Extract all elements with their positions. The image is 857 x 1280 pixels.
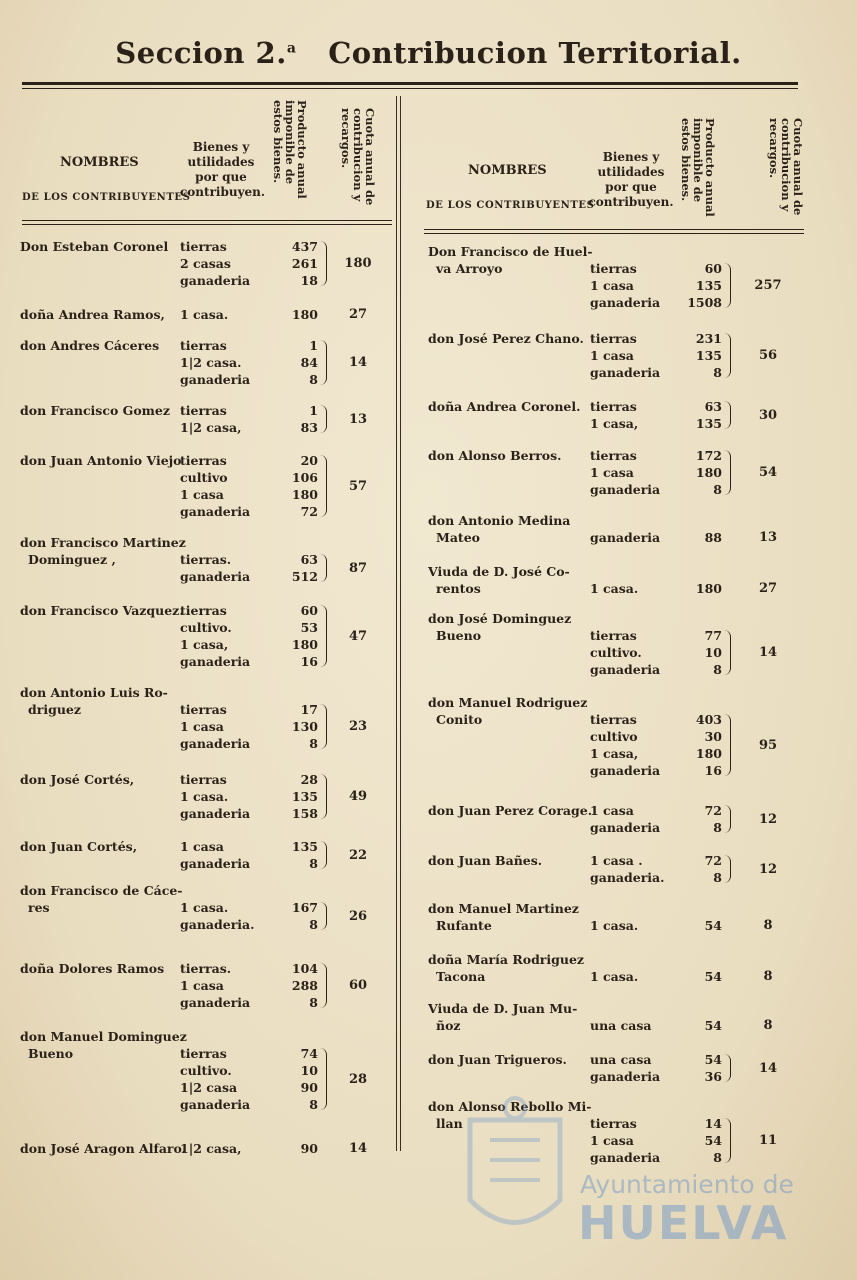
asset-item: 1 casa,: [590, 416, 639, 431]
asset-item: ganaderia: [180, 1097, 251, 1112]
asset-item: una casa: [590, 1018, 652, 1033]
taxable-value: 231: [695, 331, 722, 346]
asset-item: 1|2 casa,: [180, 420, 242, 435]
contributor-name: Bueno: [436, 628, 482, 643]
cuota-value: 8: [763, 969, 773, 984]
contributor-name: Don Francisco de Huel-: [428, 244, 593, 259]
contributor-name: doña Andrea Ramos,: [20, 307, 165, 322]
asset-item: ganaderia: [590, 365, 661, 380]
asset-item: ganaderia: [590, 662, 661, 677]
cuota-value: 49: [348, 789, 368, 804]
taxable-value: 158: [291, 806, 318, 821]
title-section: Seccion 2.: [115, 36, 287, 70]
taxable-value: 17: [300, 702, 318, 717]
asset-item: tierras: [590, 628, 637, 643]
taxable-value: 8: [713, 1150, 722, 1165]
contributor-name: llan: [436, 1116, 463, 1131]
brace-icon: [724, 855, 731, 883]
asset-item: tierras: [180, 338, 227, 353]
taxable-value: 180: [695, 581, 722, 596]
taxable-value: 8: [309, 995, 318, 1010]
taxable-value: 104: [291, 961, 318, 976]
contributor-name: don Alonso Rebollo Mi-: [428, 1099, 592, 1114]
contributor-name: don Antonio Medina: [428, 513, 571, 528]
taxable-value: 10: [704, 645, 722, 660]
cuota-value: 95: [758, 737, 778, 753]
cuota-value: 23: [348, 719, 368, 734]
header-rule-left-2: [22, 224, 392, 225]
taxable-value: 180: [291, 487, 318, 502]
asset-item: tierras.: [180, 961, 232, 976]
asset-item: ganaderia: [180, 856, 251, 871]
asset-item: tierras: [180, 453, 227, 468]
cuota-value: 56: [758, 348, 778, 363]
column-separator-2: [396, 96, 397, 1151]
brace-icon: [724, 1054, 731, 1082]
cuota-value: 27: [348, 307, 368, 322]
taxable-value: 180: [695, 746, 722, 761]
taxable-value: 8: [713, 365, 722, 380]
asset-item: 1 casa: [590, 803, 634, 818]
taxable-value: 180: [291, 307, 318, 322]
header-bienes-left: Bienes y utilidades por que contribuyen.: [180, 140, 266, 199]
taxable-value: 130: [291, 719, 318, 734]
asset-item: 1 casa: [180, 487, 224, 502]
cuota-value: 12: [758, 861, 778, 877]
contributor-name: don Juan Antonio Viejo: [20, 453, 182, 468]
cuota-value: 13: [758, 530, 778, 545]
watermark-line1: Ayuntamiento de: [580, 1170, 794, 1199]
asset-item: 1 casa.: [180, 307, 229, 322]
asset-item: 1 casa: [180, 839, 224, 854]
brace-icon: [320, 963, 327, 1008]
taxable-value: 8: [713, 870, 722, 885]
taxable-value: 135: [291, 789, 318, 804]
cuota-value: 14: [348, 355, 368, 370]
cuota-value: 257: [754, 278, 782, 293]
contributor-name: va Arroyo: [436, 261, 503, 276]
asset-item: 1|2 casa: [180, 1080, 238, 1095]
contributor-name: res: [28, 900, 50, 915]
taxable-value: 8: [713, 482, 722, 497]
asset-item: 2 casas: [180, 256, 231, 271]
asset-item: 1 casa.: [590, 581, 639, 596]
taxable-value: 403: [695, 712, 722, 727]
header-rule-right-2: [424, 233, 804, 234]
asset-item: 1 casa: [590, 465, 634, 480]
asset-item: 1 casa.: [180, 900, 229, 915]
taxable-value: 36: [704, 1069, 722, 1084]
cuota-value: 26: [348, 908, 368, 924]
asset-item: ganaderia: [590, 820, 661, 835]
cuota-value: 30: [758, 407, 778, 423]
taxable-value: 10: [300, 1063, 318, 1078]
taxable-value: 53: [300, 620, 318, 635]
header-cuota-right: Cuota anual de contribucion y recargos.: [767, 118, 805, 216]
brace-icon: [724, 263, 731, 308]
asset-item: ganaderia: [180, 995, 251, 1010]
taxable-value: 135: [695, 278, 722, 293]
asset-item: ganaderia: [180, 372, 251, 387]
contributor-name: don Juan Bañes.: [428, 853, 543, 868]
taxable-value: 8: [309, 856, 318, 871]
taxable-value: 106: [291, 470, 318, 485]
asset-item: cultivo.: [180, 620, 232, 635]
taxable-value: 8: [713, 820, 722, 835]
asset-item: 1 casa: [180, 978, 224, 993]
brace-icon: [724, 401, 731, 429]
taxable-value: 63: [300, 552, 318, 567]
brace-icon: [320, 455, 327, 517]
taxable-value: 261: [291, 256, 318, 271]
taxable-value: 14: [704, 1116, 722, 1131]
header-nombres-left: NOMBRES: [60, 155, 139, 170]
header-rule-right: [424, 229, 804, 230]
cuota-value: 13: [348, 411, 368, 427]
contributor-name: don Manuel Dominguez: [20, 1029, 187, 1044]
asset-item: 1 casa,: [180, 637, 229, 652]
title-sup: a: [286, 40, 297, 57]
taxable-value: 172: [695, 448, 722, 463]
contributor-name: Rufante: [436, 918, 492, 933]
contributor-name: don Alonso Berros.: [428, 448, 562, 463]
contributor-name: doña Dolores Ramos: [20, 961, 165, 976]
contributor-name: don José Cortés,: [20, 772, 135, 787]
taxable-value: 63: [704, 399, 722, 414]
asset-item: ganaderia: [180, 504, 251, 519]
asset-item: ganaderia: [590, 1069, 661, 1084]
brace-icon: [320, 704, 327, 749]
asset-item: tierras: [180, 603, 227, 618]
taxable-value: 60: [704, 261, 722, 276]
page-title: [0, 36, 857, 70]
asset-item: tierras: [180, 1046, 227, 1061]
asset-item: 1 casa: [180, 719, 224, 734]
asset-item: 1 casa: [590, 348, 634, 363]
cuota-value: 180: [344, 256, 372, 271]
asset-item: tierras: [180, 702, 227, 717]
asset-item: tierras: [590, 1116, 637, 1131]
taxable-value: 8: [309, 372, 318, 387]
asset-item: ganaderia: [590, 482, 661, 497]
asset-item: tierras: [590, 399, 637, 414]
taxable-value: 8: [309, 917, 318, 932]
asset-item: ganaderia.: [590, 870, 665, 885]
taxable-value: 437: [291, 239, 318, 254]
asset-item: ganaderia: [590, 1150, 661, 1165]
header-producto-left: Producto anual imponible de estos bienes.: [271, 100, 309, 199]
asset-item: tierras: [590, 261, 637, 276]
asset-item: ganaderia.: [180, 917, 255, 932]
taxable-value: 180: [291, 637, 318, 652]
taxable-value: 88: [704, 530, 722, 545]
asset-item: 1 casa,: [590, 746, 639, 761]
top-rule: [22, 82, 798, 85]
asset-item: cultivo: [590, 729, 638, 744]
asset-item: 1|2 casa.: [180, 355, 242, 370]
taxable-value: 54: [704, 918, 722, 933]
brace-icon: [320, 774, 327, 819]
contributor-name: don Juan Perez Corage.: [428, 803, 593, 818]
asset-item: ganaderia: [180, 569, 251, 584]
contributor-name: rentos: [436, 581, 481, 596]
brace-icon: [320, 841, 327, 869]
brace-icon: [320, 1048, 327, 1110]
cuota-value: 54: [758, 465, 778, 480]
asset-item: 1|2 casa,: [180, 1141, 242, 1156]
contributor-name: don Francisco de Cáce-: [20, 883, 183, 898]
taxable-value: 288: [291, 978, 318, 993]
contributor-name: ñoz: [436, 1018, 461, 1033]
header-nombres-right: NOMBRES: [468, 163, 547, 178]
asset-item: tierras.: [180, 552, 232, 567]
contributor-name: doña Andrea Coronel.: [428, 399, 581, 414]
brace-icon: [724, 333, 731, 378]
asset-item: tierras: [590, 331, 637, 346]
brace-icon: [320, 340, 327, 385]
asset-item: una casa: [590, 1052, 652, 1067]
taxable-value: 54: [704, 1018, 722, 1033]
contributor-name: Don Esteban Coronel: [20, 239, 169, 254]
header-rule-left: [22, 220, 392, 221]
taxable-value: 16: [704, 763, 722, 778]
contributor-name: don José Dominguez: [428, 611, 572, 626]
cuota-value: 28: [348, 1071, 368, 1087]
contributor-name: Viuda de D. Juan Mu-: [428, 1001, 578, 1016]
taxable-value: 83: [300, 420, 318, 435]
contributor-name: driguez: [28, 702, 81, 717]
taxable-value: 90: [300, 1080, 318, 1095]
brace-icon: [724, 630, 731, 675]
taxable-value: 72: [704, 803, 722, 818]
taxable-value: 72: [300, 504, 318, 519]
taxable-value: 54: [704, 1133, 722, 1148]
taxable-value: 1: [309, 403, 318, 418]
contributor-name: Bueno: [28, 1046, 74, 1061]
column-separator: [400, 96, 401, 1151]
asset-item: 1 casa .: [590, 853, 643, 868]
asset-item: tierras: [180, 239, 227, 254]
contributor-name: Dominguez ,: [28, 552, 116, 567]
contributor-name: don José Aragon Alfaro.: [20, 1141, 186, 1156]
taxable-value: 54: [704, 1052, 722, 1067]
taxable-value: 180: [695, 465, 722, 480]
taxable-value: 8: [713, 662, 722, 677]
contributor-name: don Francisco Vazquez.: [20, 603, 184, 618]
taxable-value: 1508: [687, 295, 722, 310]
taxable-value: 135: [291, 839, 318, 854]
cuota-value: 14: [348, 1141, 368, 1156]
taxable-value: 16: [300, 654, 318, 669]
top-rule-thin: [22, 88, 798, 89]
asset-item: 1 casa.: [180, 789, 229, 804]
taxable-value: 167: [291, 900, 318, 915]
asset-item: ganaderia: [590, 763, 661, 778]
taxable-value: 28: [300, 772, 318, 787]
header-de-los-right: DE LOS CONTRIBUYENTES: [426, 200, 595, 211]
contributor-name: don Antonio Luis Ro-: [20, 685, 168, 700]
cuota-value: 11: [758, 1133, 778, 1148]
header-bienes-right: Bienes y utilidades por que contribuyen.: [588, 150, 674, 209]
contributor-name: Viuda de D. José Co-: [428, 564, 570, 579]
taxable-value: 54: [704, 969, 722, 984]
contributor-name: don Andres Cáceres: [20, 338, 160, 353]
asset-item: ganaderia: [180, 654, 251, 669]
asset-item: 1 casa.: [590, 918, 639, 933]
brace-icon: [320, 605, 327, 667]
taxable-value: 135: [695, 348, 722, 363]
taxable-value: 8: [309, 736, 318, 751]
taxable-value: 90: [300, 1141, 318, 1156]
contributor-name: Tacona: [436, 969, 486, 984]
cuota-value: 87: [348, 560, 368, 576]
asset-item: ganaderia: [180, 273, 251, 288]
asset-item: tierras: [590, 712, 637, 727]
title-subject: Contribucion Territorial.: [328, 36, 742, 70]
contributor-name: don José Perez Chano.: [428, 331, 584, 346]
brace-icon: [320, 902, 327, 930]
taxable-value: 60: [300, 603, 318, 618]
brace-icon: [724, 450, 731, 495]
taxable-value: 512: [291, 569, 318, 584]
taxable-value: 77: [704, 628, 722, 643]
header-producto-right: Producto anual imponible de estos bienes.: [679, 118, 717, 217]
taxable-value: 8: [309, 1097, 318, 1112]
taxable-value: 18: [300, 273, 318, 288]
taxable-value: 20: [300, 453, 318, 468]
cuota-value: 14: [758, 645, 778, 660]
contributor-name: Conito: [436, 712, 483, 727]
cuota-value: 8: [763, 1018, 773, 1033]
header-cuota-left: Cuota anual de contribucion y recargos.: [339, 108, 377, 206]
contributor-name: don Manuel Martinez: [428, 901, 579, 916]
brace-icon: [320, 554, 327, 582]
watermark-line2: HUELVA: [578, 1196, 789, 1250]
asset-item: 1 casa: [590, 278, 634, 293]
cuota-value: 57: [348, 478, 368, 494]
asset-item: cultivo.: [590, 645, 642, 660]
asset-item: ganaderia: [180, 806, 251, 821]
asset-item: cultivo.: [180, 1063, 232, 1078]
brace-icon: [724, 805, 731, 833]
cuota-value: 14: [758, 1060, 778, 1076]
asset-item: cultivo: [180, 470, 228, 485]
cuota-value: 47: [348, 628, 368, 644]
taxable-value: 84: [300, 355, 318, 370]
taxable-value: 72: [704, 853, 722, 868]
asset-item: tierras: [590, 448, 637, 463]
asset-item: ganaderia: [590, 295, 661, 310]
contributor-name: doña María Rodriguez: [428, 952, 585, 967]
taxable-value: 30: [704, 729, 722, 744]
taxable-value: 135: [695, 416, 722, 431]
contributor-name: don Francisco Gomez: [20, 403, 170, 418]
cuota-value: 22: [348, 847, 368, 863]
contributor-name: don Manuel Rodriguez: [428, 695, 588, 710]
brace-icon: [724, 714, 731, 776]
cuota-value: 12: [758, 811, 778, 827]
asset-item: ganaderia: [590, 530, 661, 545]
asset-item: 1 casa: [590, 1133, 634, 1148]
asset-item: tierras: [180, 403, 227, 418]
cuota-value: 27: [758, 581, 778, 596]
cuota-value: 60: [348, 978, 368, 993]
brace-icon: [320, 405, 327, 433]
brace-icon: [320, 241, 327, 286]
contributor-name: Mateo: [436, 530, 481, 545]
contributor-name: don Francisco Martinez: [20, 535, 186, 550]
contributor-name: don Juan Cortés,: [20, 839, 138, 854]
asset-item: 1 casa.: [590, 969, 639, 984]
cuota-value: 8: [763, 918, 773, 933]
asset-item: tierras: [180, 772, 227, 787]
asset-item: ganaderia: [180, 736, 251, 751]
taxable-value: 74: [300, 1046, 318, 1061]
contributor-name: don Juan Trigueros.: [428, 1052, 567, 1067]
header-de-los-left: DE LOS CONTRIBUYENTES: [22, 192, 191, 203]
taxable-value: 1: [309, 338, 318, 353]
